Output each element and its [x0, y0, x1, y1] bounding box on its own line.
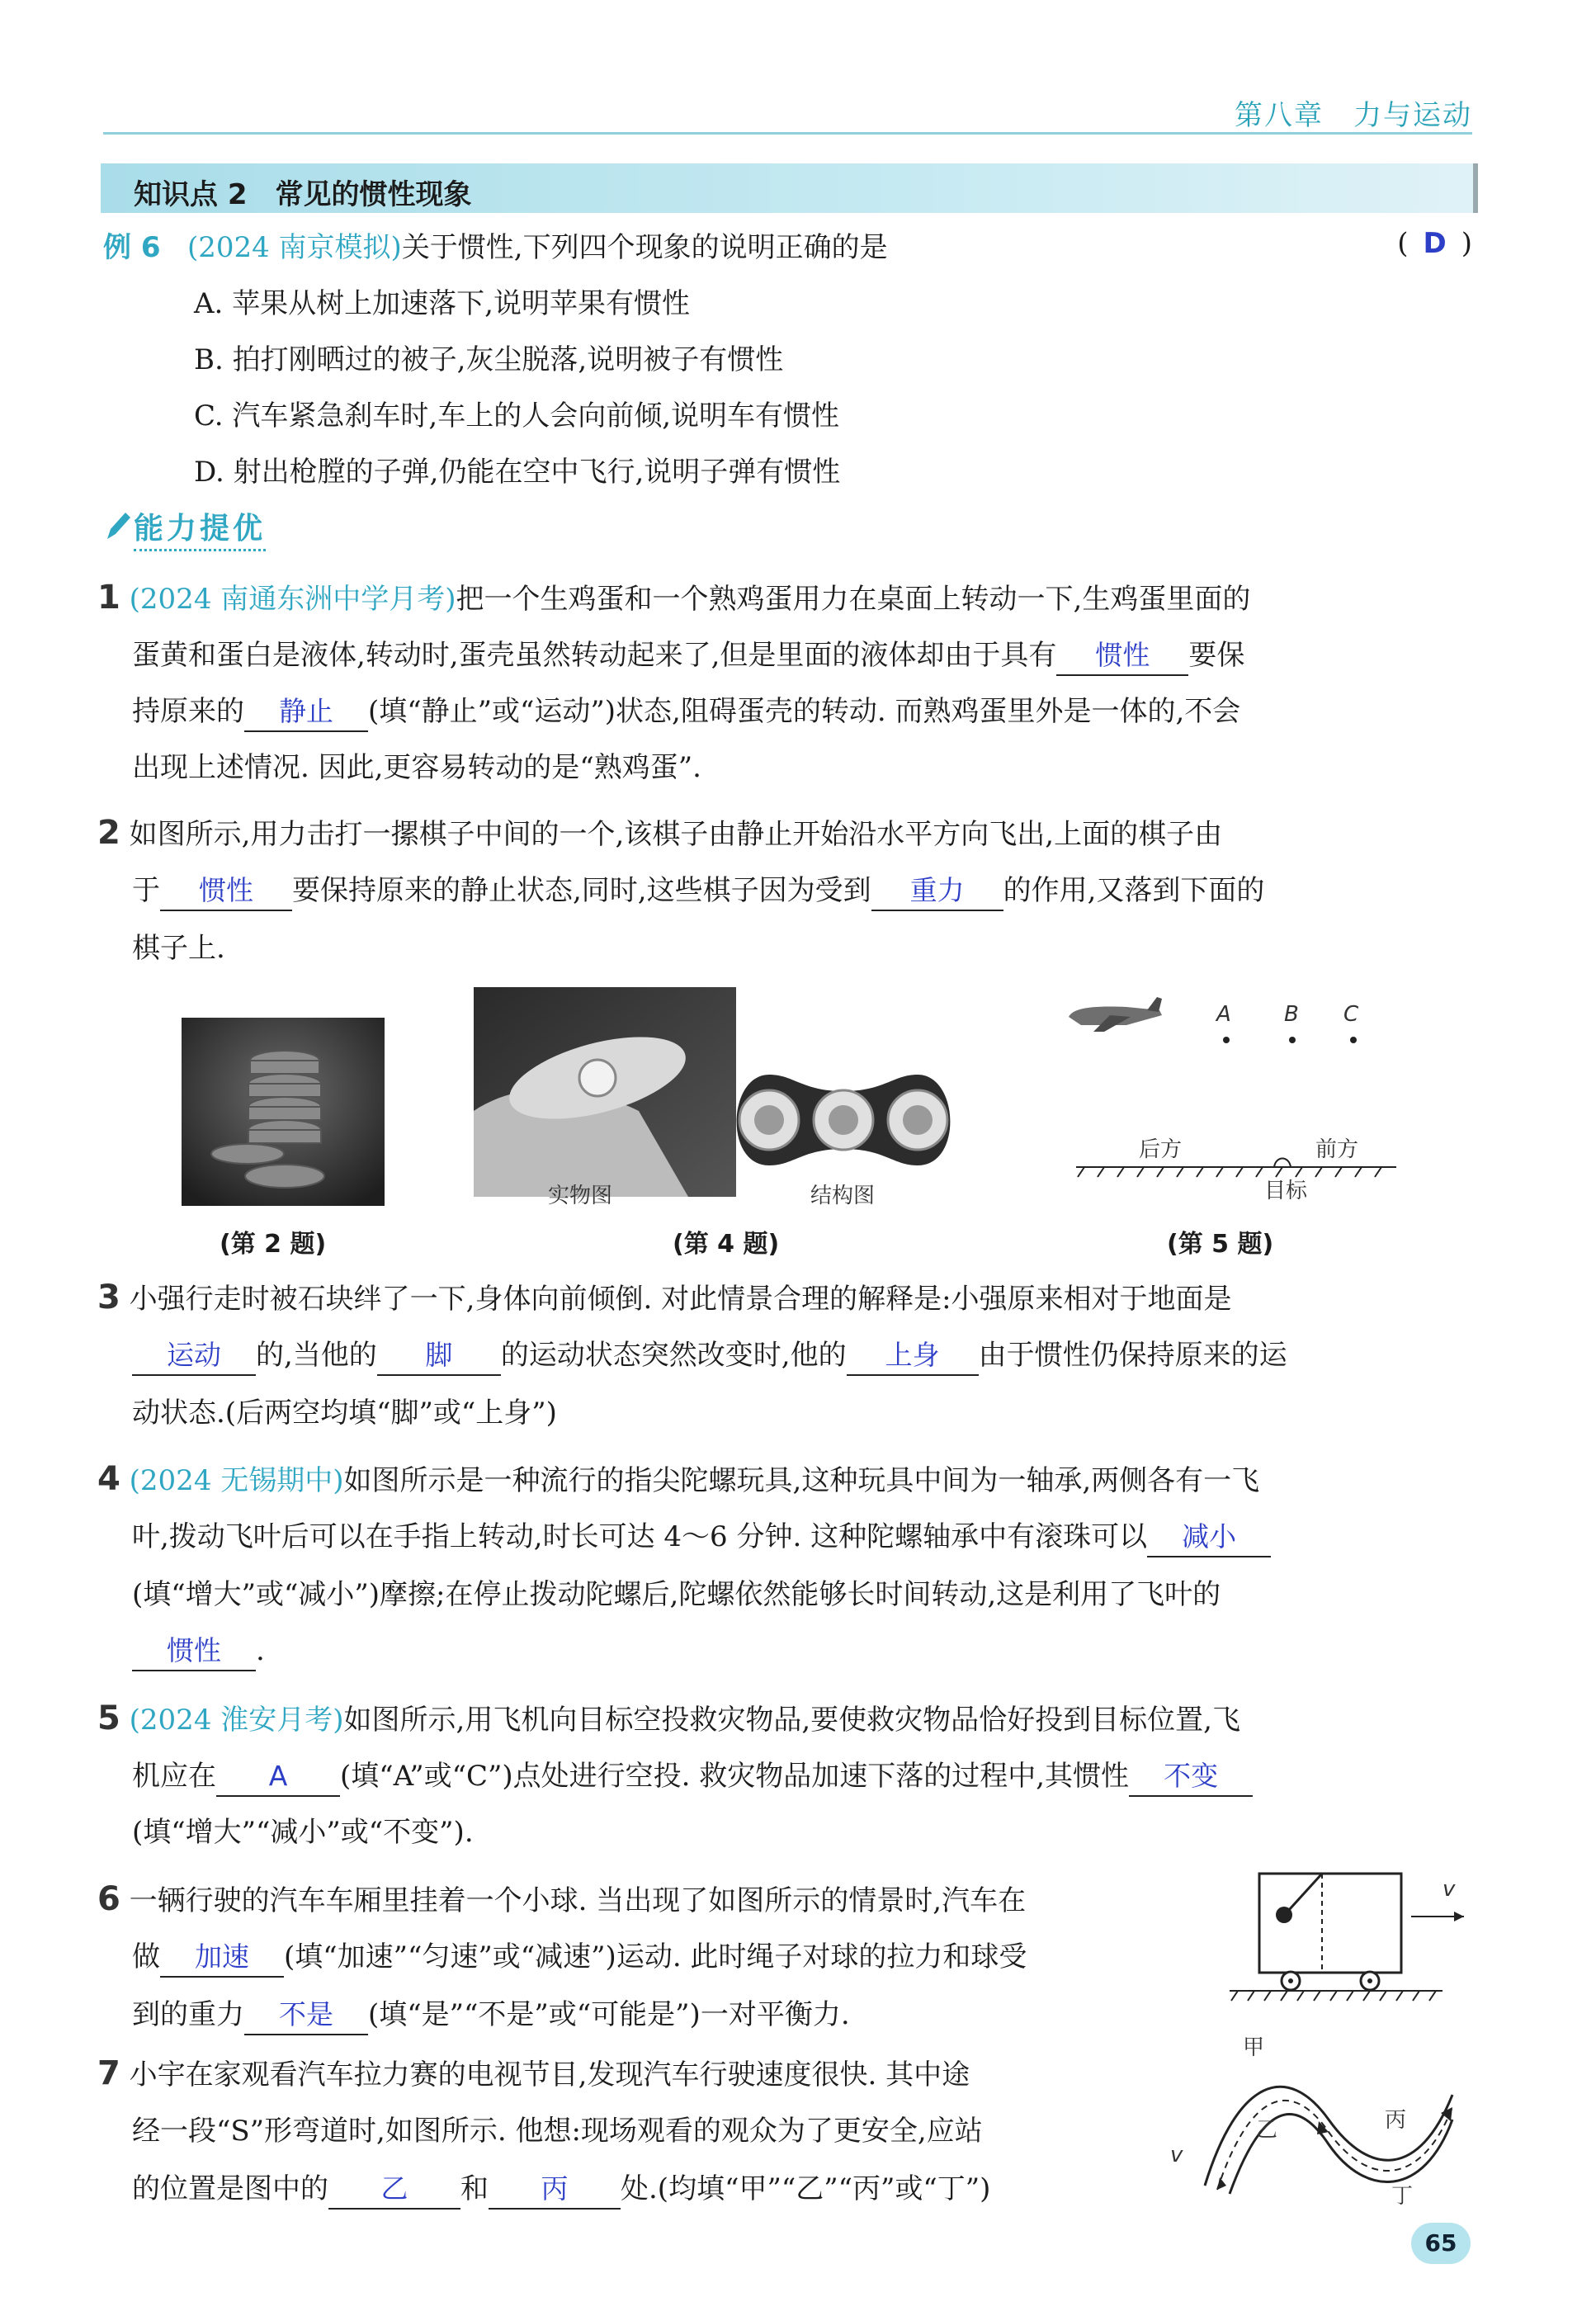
figure-4-left-label: 实物图	[548, 1184, 613, 1208]
arrow-icon	[1217, 2177, 1226, 2190]
q1-answer-2: 静止	[244, 696, 368, 732]
q6-answer-1: 加速	[160, 1941, 284, 1978]
q4-line3: (填“增大”或“减小”)摩擦;在停止拨动陀螺后,陀螺依然能够长时间转动,这是利用了飞叶的	[132, 1578, 1221, 1611]
figure-7-s-curve-diagram	[1188, 2045, 1461, 2210]
q7-answer-2: 丙	[489, 2173, 621, 2210]
q6-line1: 6 一辆行驶的汽车车厢里挂着一个小球. 当出现了如图所示的情景时,汽车在	[97, 1880, 1027, 1918]
option-a: A. 苹果从树上加速落下,说明苹果有惯性	[194, 287, 690, 320]
q4-answer-2: 惯性	[132, 1635, 256, 1671]
q2-line1: 2 如图所示,用力击打一摞棋子中间的一个,该棋子由静止开始沿水平方向飞出,上面的棋子由	[97, 814, 1223, 852]
q1-answer-1: 惯性	[1056, 640, 1188, 676]
section-banner	[101, 163, 1478, 213]
page-number: 65	[1411, 2223, 1471, 2264]
figure-2-chess-stack-image	[182, 1018, 385, 1206]
q7-answer-1: 乙	[328, 2173, 460, 2210]
option-b: B. 拍打刚晒过的被子,灰尘脱落,说明被子有惯性	[194, 343, 784, 376]
q2-number: 2	[97, 814, 120, 852]
figure-4-structure-diagram	[720, 1066, 967, 1174]
figure-4-photo-image	[474, 987, 736, 1197]
q4-line4: 惯性 .	[132, 1631, 265, 1671]
ability-title: 能力提优	[134, 505, 266, 551]
option-d: D. 射出枪膛的子弹,仍能在空中飞行,说明子弹有惯性	[194, 456, 841, 489]
q6-answer-2: 不是	[244, 1999, 368, 2035]
q3-answer-2: 脚	[377, 1340, 501, 1376]
point-b-label: B	[1284, 1002, 1299, 1027]
pencil-icon	[104, 509, 132, 542]
q4-answer-1: 减小	[1147, 1521, 1271, 1557]
figure-2-caption: (第 2 题)	[220, 1230, 327, 1259]
q2-line3: 棋子上.	[132, 932, 225, 965]
q3-answer-1: 运动	[132, 1340, 256, 1376]
arrow-right-icon	[1454, 1912, 1464, 1921]
example-answer-value: D	[1423, 227, 1447, 260]
figure-4-caption: (第 4 题)	[673, 1230, 780, 1259]
point-a-label: A	[1216, 1002, 1231, 1027]
q7-line2: 经一段“S”形弯道时,如图所示. 他想:现场观看的观众为了更安全,应站	[132, 2115, 983, 2148]
q1-number: 1	[97, 579, 120, 617]
q1-line3: 持原来的 静止 (填“静止”或“运动”)状态,阻碍蛋壳的转动. 而熟鸡蛋里外是一体的,不会	[132, 692, 1240, 732]
q6-line2: 做 加速 (填“加速”“匀速”或“减速”)运动. 此时绳子对球的拉力和球受	[132, 1937, 1027, 1978]
point-c-label: C	[1343, 1002, 1359, 1027]
q3-line2: 运动 的,当他的 脚 的运动状态突然改变时,他的 上身 由于惯性仍保持原来的运	[132, 1335, 1287, 1376]
target-label: 目标	[1264, 1179, 1308, 1203]
example-answer: ( D )	[1397, 227, 1472, 260]
example-source: (2024 南京模拟)	[187, 231, 402, 264]
q2-answer-1: 惯性	[160, 875, 292, 911]
q2-answer-2: 重力	[871, 875, 1003, 911]
q5-line1: 5 (2024 淮安月考)如图所示,用飞机向目标空投救灾物品,要使救灾物品恰好投到目标位置,飞	[97, 1699, 1240, 1737]
label-bing: 丙	[1385, 2108, 1407, 2133]
label-yi: 乙	[1256, 2118, 1278, 2143]
q3-answer-3: 上身	[847, 1340, 979, 1376]
q1-line1: 1 (2024 南通东洲中学月考)把一个生鸡蛋和一个熟鸡蛋用力在桌面上转动一下,生鸡蛋里面的	[97, 579, 1251, 617]
airplane-icon	[1069, 997, 1162, 1032]
option-c: C. 汽车紧急刹车时,车上的人会向前倾,说明车有惯性	[194, 399, 840, 432]
q1-source: (2024 南通东洲中学月考)	[129, 583, 456, 616]
q7-line1: 7 小宇在家观看汽车拉力赛的电视节目,发现汽车行驶速度很快. 其中途	[97, 2054, 970, 2092]
example-question: 关于惯性,下列四个现象的说明正确的是	[401, 231, 888, 264]
chapter-title: 第八章 力与运动	[1235, 99, 1472, 132]
section-title: 知识点 2 常见的惯性现象	[134, 178, 472, 211]
q7-line3: 的位置是图中的 乙 和 丙 处.(均填“甲”“乙”“丙”或“丁”)	[132, 2169, 990, 2210]
q7-number: 7	[97, 2054, 120, 2092]
example-label: 例 6	[103, 231, 161, 264]
q5-answer-1: A	[216, 1761, 340, 1797]
q5-answer-2: 不变	[1129, 1761, 1253, 1797]
q4-source: (2024 无锡期中)	[129, 1464, 344, 1497]
q5-number: 5	[97, 1699, 120, 1737]
q6-number: 6	[97, 1880, 120, 1918]
q4-line2: 叶,拨动飞叶后可以在手指上转动,时长可达 4～6 分钟. 这种陀螺轴承中有滚珠可以 减小	[132, 1517, 1271, 1557]
figure-5-airdrop-diagram	[1065, 990, 1411, 1213]
header-divider	[103, 132, 1472, 135]
label-jia: 甲	[1243, 2035, 1265, 2060]
q4-line1: 4 (2024 无锡期中)如图所示是一种流行的指尖陀螺玩具,这种玩具中间为一轴承,两侧各有一飞	[97, 1460, 1260, 1498]
figure-6-velocity-label: v	[1443, 1877, 1456, 1902]
figure-5-caption: (第 5 题)	[1167, 1230, 1274, 1259]
front-label: 前方	[1315, 1137, 1359, 1162]
q1-line2: 蛋黄和蛋白是液体,转动时,蛋壳虽然转动起来了,但是里面的液体却由于具有 惯性 要保	[132, 636, 1244, 676]
back-label: 后方	[1139, 1137, 1183, 1162]
example-6-stem	[103, 228, 888, 267]
figure-4-right-label: 结构图	[810, 1184, 876, 1208]
q2-line2: 于 惯性 要保持原来的静止状态,同时,这些棋子因为受到 重力 的作用,又落到下面的	[132, 871, 1264, 911]
q3-number: 3	[97, 1279, 120, 1316]
q5-line3: (填“增大”“减小”或“不变”).	[132, 1816, 474, 1849]
q5-source: (2024 淮安月考)	[129, 1704, 344, 1737]
q6-line3: 到的重力 不是 (填“是”“不是”或“可能是”)一对平衡力.	[132, 1995, 850, 2035]
q5-line2: 机应在 A (填“A”或“C”)点处进行空投. 救灾物品加速下落的过程中,其惯性 不变	[132, 1756, 1253, 1797]
figure-7-velocity-label: v	[1170, 2143, 1183, 2167]
label-ding: 丁	[1391, 2184, 1414, 2209]
q1-line4: 出现上述情况. 因此,更容易转动的是“熟鸡蛋”.	[132, 751, 701, 784]
q4-number: 4	[97, 1460, 120, 1498]
q3-line3: 动状态.(后两空均填“脚”或“上身”)	[132, 1397, 557, 1430]
figure-6-cart-diagram	[1230, 1867, 1469, 2007]
q3-line1: 3 小强行走时被石块绊了一下,身体向前倾倒. 对此情景合理的解释是:小强原来相对于地面是	[97, 1279, 1232, 1316]
